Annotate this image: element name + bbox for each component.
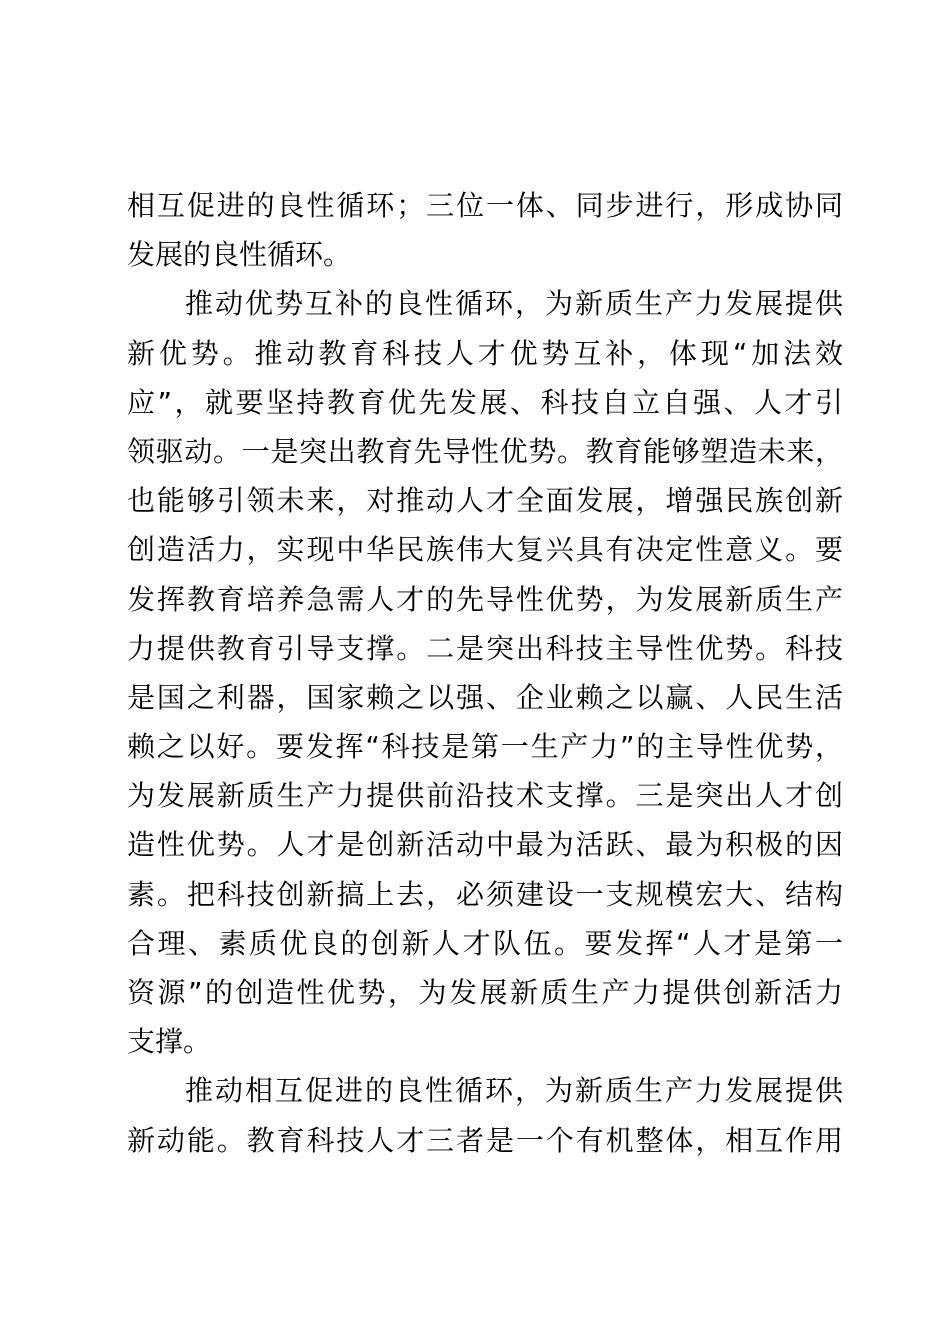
text-line: 应”，就要坚持教育优先发展、科技自立自强、人才引	[127, 385, 843, 419]
paragraph-start-line: 推动相互促进的良性循环，为新质生产力发展提供	[185, 1074, 843, 1108]
body-text	[127, 181, 843, 1165]
text-line: 资源”的创造性优势，为发展新质生产力提供创新活力	[127, 976, 843, 1009]
text-line: 新动能。教育科技人才三者是一个有机整体，相互作用	[127, 1123, 843, 1157]
text-line: 相互促进的良性循环；三位一体、同步进行，形成协同	[127, 189, 843, 222]
text-line: 造性优势。人才是创新活动中最为活跃、最为积极的因	[127, 828, 843, 862]
text-line: 发挥教育培养急需人才的先导性优势，为发展新质生产	[127, 582, 843, 616]
text-line: 发展的良性循环。	[127, 238, 352, 272]
text-line: 也能够引领未来，对推动人才全面发展，增强民族创新	[127, 484, 843, 518]
text-line: 是国之利器，国家赖之以强、企业赖之以赢、人民生活	[127, 680, 843, 714]
text-line: 合理、素质优良的创新人才队伍。要发挥“人才是第一	[127, 926, 843, 960]
paragraph-start-line: 推动优势互补的良性循环，为新质生产力发展提供	[185, 287, 843, 321]
text-line: 支撑。	[127, 1025, 212, 1059]
text-line: 创造活力，实现中华民族伟大复兴具有决定性意义。要	[127, 533, 843, 567]
text-line: 力提供教育引导支撑。二是突出科技主导性优势。科技	[127, 631, 843, 665]
text-line: 为发展新质生产力提供前沿技术支撑。三是突出人才创	[127, 779, 843, 813]
text-line: 新优势。推动教育科技人才优势互补，体现“加法效	[127, 336, 843, 370]
text-line: 赖之以好。要发挥“科技是第一生产力”的主导性优势，	[127, 730, 843, 764]
text-line: 素。把科技创新搞上去，必须建设一支规模宏大、结构	[127, 877, 843, 911]
text-line: 领驱动。一是突出教育先导性优势。教育能够塑造未来，	[127, 434, 843, 468]
